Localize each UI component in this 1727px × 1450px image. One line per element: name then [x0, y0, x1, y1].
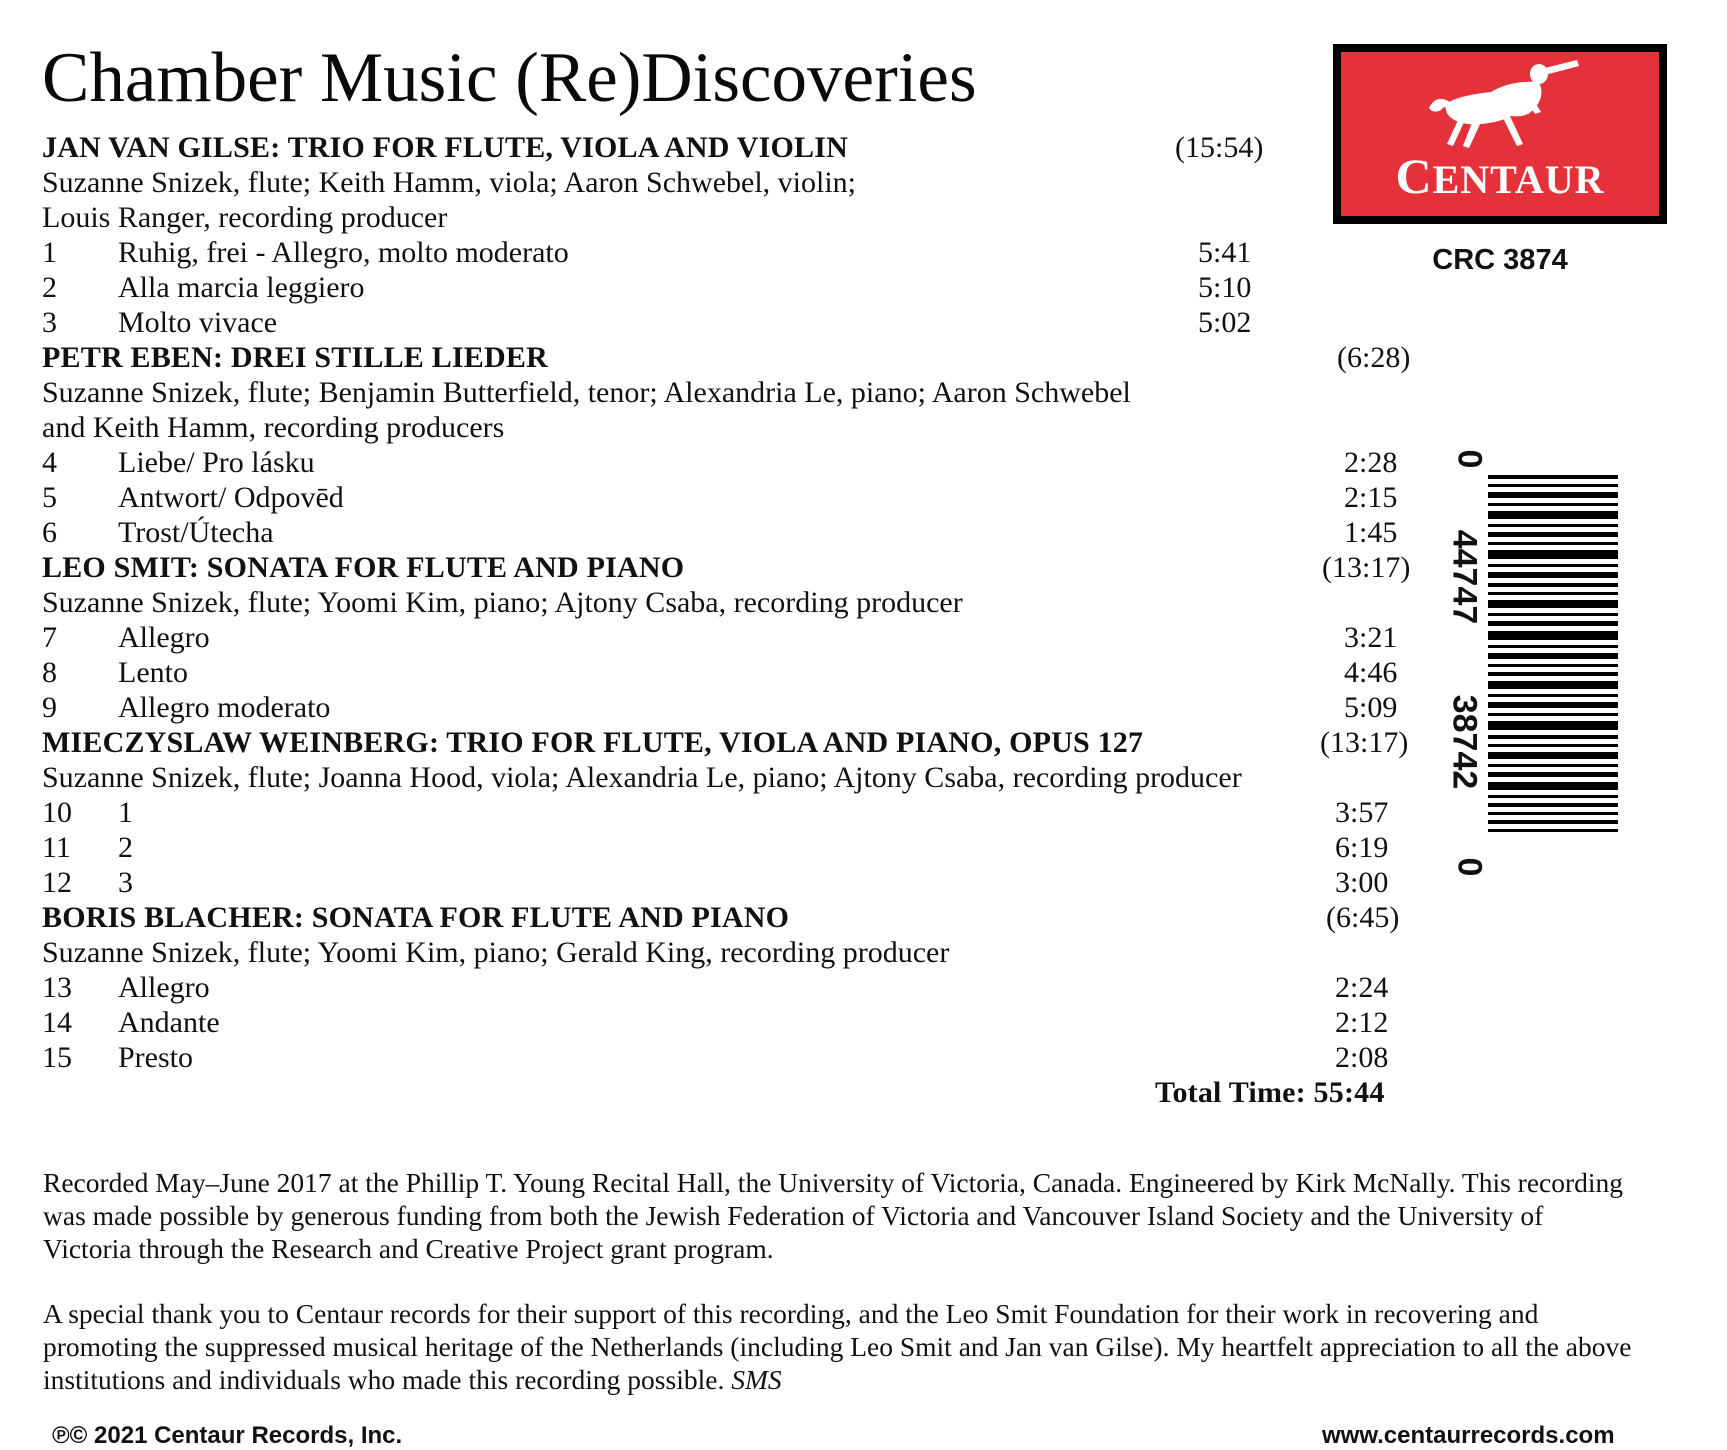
- acknowledgements: [43, 1297, 1633, 1396]
- track-number: 2: [42, 271, 57, 304]
- track-number: 6: [42, 516, 57, 549]
- work-credits: Louis Ranger, recording producer: [42, 201, 448, 234]
- track-time: 3:57: [1335, 796, 1389, 829]
- barcode-digits: 44747: [1445, 529, 1484, 625]
- work-credits: Suzanne Snizek, flute; Yoomi Kim, piano; Gerald King, recording producer: [42, 936, 950, 969]
- work-credits: Suzanne Snizek, flute; Keith Hamm, viola; Aaron Schwebel, violin;: [42, 166, 856, 199]
- track-time: 5:41: [1198, 236, 1252, 269]
- barcode-digit: 0: [1450, 857, 1489, 877]
- track-number: 14: [42, 1006, 72, 1039]
- wordmark-initial: C: [1395, 148, 1433, 204]
- track-number: 12: [42, 866, 72, 899]
- track-number: 15: [42, 1041, 72, 1074]
- centaur-wordmark: [1341, 150, 1659, 206]
- recording-notes: Recorded May–June 2017 at the Phillip T. Young Recital Hall, the University of Victoria, Canada. Engineered by Kirk McNally. This recording was made possible by generous funding from both the Jewish Federation of Victoria and Vancouver Island Society and the University of Victoria through the Research and Creative Project grant program.: [43, 1167, 1624, 1264]
- track-time: 4:46: [1344, 656, 1398, 689]
- work-duration: (6:45): [1326, 901, 1400, 934]
- track-time: 6:19: [1335, 831, 1389, 864]
- track-number: 4: [42, 446, 57, 479]
- track-number: 8: [42, 656, 57, 689]
- track-time: 3:21: [1344, 621, 1398, 654]
- catalog-number: CRC 3874: [1432, 244, 1568, 276]
- track-time: 5:10: [1198, 271, 1252, 304]
- track-time: 2:28: [1344, 446, 1398, 479]
- track-title: 3: [118, 866, 133, 899]
- track-time: 2:08: [1335, 1041, 1389, 1074]
- track-title: Andante: [118, 1006, 220, 1039]
- work-duration: (13:17): [1322, 551, 1411, 584]
- total-time: Total Time: 55:44: [1155, 1076, 1385, 1109]
- barcode-bars: [1450, 420, 1700, 920]
- track-title: Molto vivace: [118, 306, 278, 339]
- track-time: 3:00: [1335, 866, 1389, 899]
- track-title: Liebe/ Pro lásku: [118, 446, 315, 479]
- track-title: Allegro moderato: [118, 691, 331, 724]
- track-number: 9: [42, 691, 57, 724]
- work-heading: MIECZYSLAW WEINBERG: TRIO FOR FLUTE, VIOLA AND PIANO, OPUS 127: [42, 726, 1144, 759]
- work-duration: (15:54): [1175, 131, 1264, 164]
- barcode-digits: 38742: [1445, 694, 1484, 790]
- work-credits: Suzanne Snizek, flute; Joanna Hood, viola; Alexandria Le, piano; Ajtony Csaba, recording producer: [42, 761, 1242, 794]
- work-heading: PETR EBEN: DREI STILLE LIEDER: [42, 341, 548, 374]
- track-title: Alla marcia leggiero: [118, 271, 365, 304]
- work-heading: JAN VAN GILSE: TRIO FOR FLUTE, VIOLA AND VIOLIN: [42, 131, 848, 164]
- track-time: 2:24: [1335, 971, 1389, 1004]
- track-title: Trost/Útecha: [118, 516, 274, 549]
- track-title: Ruhig, frei - Allegro, molto moderato: [118, 236, 569, 269]
- website: www.centaurrecords.com: [1322, 1422, 1615, 1449]
- track-time: 2:12: [1335, 1006, 1389, 1039]
- track-title: Allegro: [118, 971, 210, 1004]
- track-title: 1: [118, 796, 133, 829]
- track-number: 1: [42, 236, 57, 269]
- work-duration: (13:17): [1320, 726, 1409, 759]
- track-time: 1:45: [1344, 516, 1398, 549]
- track-number: 7: [42, 621, 57, 654]
- track-time: 5:02: [1198, 306, 1252, 339]
- track-number: 13: [42, 971, 72, 1004]
- track-number: 5: [42, 481, 57, 514]
- track-time: 2:15: [1344, 481, 1398, 514]
- track-title: Antwort/ Odpovēd: [118, 481, 344, 514]
- acknowledgements-text: A special thank you to Centaur records for their support of this recording, and the Leo Smit Foundation for their work in recovering and promoting the suppressed musical heritage of the Netherlands (including Leo Smit and Jan van Gilse). My heartfelt appreciation to all the above institutions and individuals who made this recording possible.: [43, 1298, 1632, 1395]
- wordmark-rest: ENTAUR: [1432, 157, 1605, 202]
- track-title: Allegro: [118, 621, 210, 654]
- track-number: 3: [42, 306, 57, 339]
- track-title: Lento: [118, 656, 188, 689]
- work-credits: Suzanne Snizek, flute; Yoomi Kim, piano; Ajtony Csaba, recording producer: [42, 586, 963, 619]
- work-heading: LEO SMIT: SONATA FOR FLUTE AND PIANO: [42, 551, 685, 584]
- work-credits: Suzanne Snizek, flute; Benjamin Butterfield, tenor; Alexandria Le, piano; Aaron Schwebel: [42, 376, 1131, 409]
- work-credits: and Keith Hamm, recording producers: [42, 411, 505, 444]
- centaur-logo: [1333, 44, 1667, 224]
- track-title: Presto: [118, 1041, 193, 1074]
- track-number: 10: [42, 796, 72, 829]
- barcode-digit: 0: [1450, 449, 1489, 469]
- track-time: 5:09: [1344, 691, 1398, 724]
- track-number: 11: [42, 831, 71, 864]
- work-heading: BORIS BLACHER: SONATA FOR FLUTE AND PIANO: [42, 901, 790, 934]
- track-title: 2: [118, 831, 133, 864]
- album-title: Chamber Music (Re)Discoveries: [42, 39, 977, 117]
- signature-initials: SMS: [731, 1364, 782, 1395]
- centaur-figure-icon: [1341, 52, 1659, 162]
- barcode: [1445, 420, 1700, 920]
- copyright: ℗© 2021 Centaur Records, Inc.: [52, 1422, 403, 1449]
- work-duration: (6:28): [1337, 341, 1411, 374]
